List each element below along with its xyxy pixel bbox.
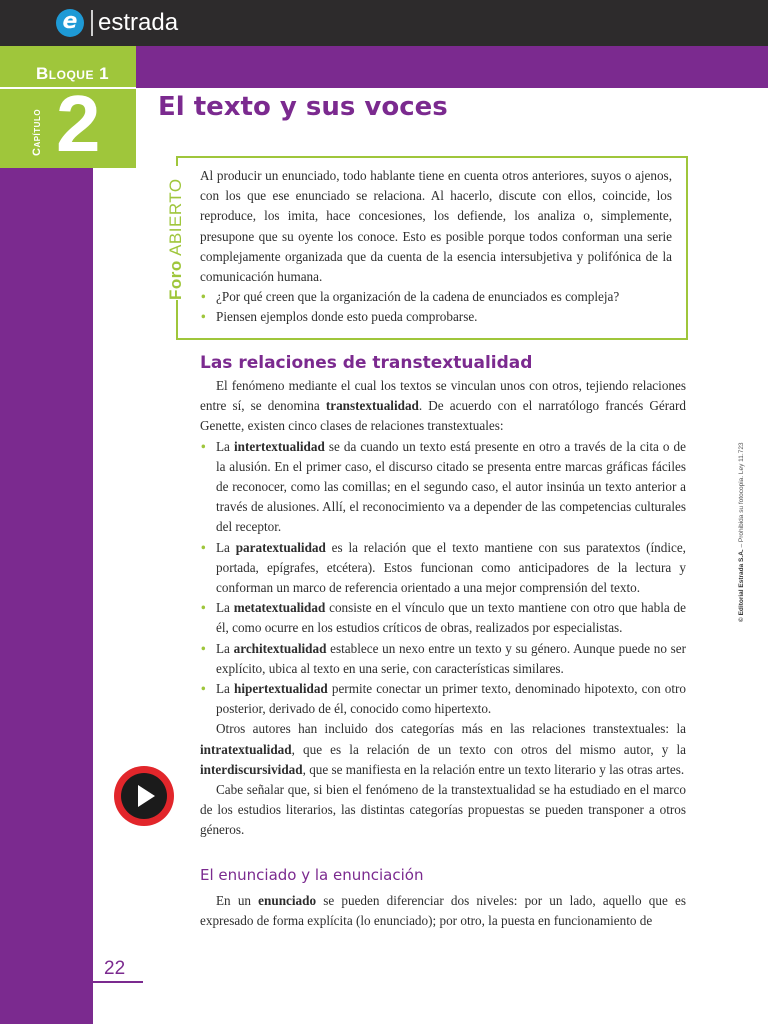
brand-name: estrada <box>98 9 179 36</box>
closing-paragraph: Cabe señalar que, si bien el fenómeno de la transtextualidad se ha estudiado en el marco de los estudios literarios, las distintas categorías propuestas se pueden transponer a otros géneros. <box>200 782 686 838</box>
page-number: 22 <box>104 958 126 979</box>
enunciado-paragraph: En un enunciado se pueden diferenciar dos niveles: por un lado, aquello que es expresado de forma explícita (lo enunciado); por otro, la puesta en funcionamiento de <box>200 893 686 929</box>
bloque-label: Bloque 1 <box>36 64 110 83</box>
list-item: • La hipertextualidad permite conectar un primer texto, denominado hipotexto, con otro posterior, derivado de él, conocido como hipertexto. <box>200 679 686 719</box>
chapter-number: 2 <box>56 79 101 168</box>
foro-frame-edge-bottom <box>176 300 178 338</box>
foro-label-rest: ABIERTO <box>166 178 185 256</box>
relation-types-list <box>200 437 686 720</box>
play-button-inner[interactable] <box>121 773 167 819</box>
list-item: • La metatextualidad consiste en el vínculo que un texto mantiene con otro que habla de él, como ocurre en los estudios críticos de obras, realizados por especialistas. <box>200 598 686 638</box>
header-purple-band <box>136 46 768 88</box>
section-heading-enunciado: El enunciado y la enunciación <box>200 866 424 884</box>
section-heading-transtextualidad: Las relaciones de transtextualidad <box>200 353 533 373</box>
top-bar <box>0 0 768 46</box>
play-icon[interactable] <box>138 785 155 807</box>
foro-abierto-label <box>166 178 186 300</box>
page-number-underline <box>93 981 143 983</box>
other-authors-paragraph: Otros autores han incluido dos categorías más en las relaciones transtextuales: la intratextualidad, que es la relación de un texto con otros del mismo autor, y la interdiscursividad, que se manifiesta en la relación entre un texto literario y las otras artes. <box>200 721 686 777</box>
foro-label-bold: Foro <box>166 260 185 300</box>
foro-content <box>200 166 672 328</box>
term-transtextualidad: transtextualidad <box>325 398 419 414</box>
foro-paragraph: Al producir un enunciado, todo hablante tiene en cuenta otros anteriores, suyos o ajenos, con los que ese enunciado se relaciona. Al hacerlo, discute con ellos, coincide, los reproduce, los imita, hace concesiones, los defiende, los analiza o, simplemente, presupone que su oyente los conoce. Esto es posible porque todos conforman una serie complejamente organizada que da cuenta de la esencia intersubjetiva y polifónica de la comunicación humana. <box>200 168 672 285</box>
logo-separator <box>91 10 93 36</box>
estrada-logo-icon: e <box>56 9 84 37</box>
list-item: • La architextualidad establece un nexo entre un texto y su género. Aunque puede no ser explícito, ubica al texto en una serie, con características similares. <box>200 639 686 679</box>
foro-questions <box>200 287 672 327</box>
video-play-button[interactable] <box>114 766 174 826</box>
left-purple-sidebar <box>0 88 93 1024</box>
capitulo-label: Capítulo <box>31 108 43 156</box>
copyright-notice: © Editorial Estrada S.A. – Prohibida su fotocopia. Ley 11.723 <box>738 442 745 622</box>
page-title: El texto y sus voces <box>158 92 448 122</box>
intro-paragraph: El fenómeno mediante el cual los textos se vinculan unos con otros, tejiendo relaciones entre sí, se denomina transtextualidad. De acuerdo con el narratólogo francés Gérard Genette, existen cinco clases de relaciones transtextuales: <box>200 378 686 434</box>
foro-question: • Piensen ejemplos donde esto pueda comprobarse. <box>200 307 672 327</box>
list-item: • La paratextualidad es la relación que el texto mantiene con sus paratextos (índice, portada, epígrafes, etcétera). Estos funcionan como anticipadores de la lectura y conforman un marco de referencia orientado a una mejor comprensión del texto. <box>200 538 686 599</box>
foro-question: • ¿Por qué creen que la organización de la cadena de enunciados es compleja? <box>200 287 672 307</box>
section-transtextualidad-body <box>200 376 686 841</box>
section-enunciado-body <box>200 891 686 931</box>
list-item: • La intertextualidad se da cuando un texto está presente en otro a través de la cita o de la alusión. En el primer caso, el discurso citado se presenta entre marcas gráficas fáciles de reconocer, como las comillas; en el segundo caso, el autor insinúa un texto anterior a través de alusiones. Allí, el reconocimiento va a depender de las competencias culturales del receptor. <box>200 437 686 538</box>
foro-frame-edge-top <box>176 156 178 166</box>
